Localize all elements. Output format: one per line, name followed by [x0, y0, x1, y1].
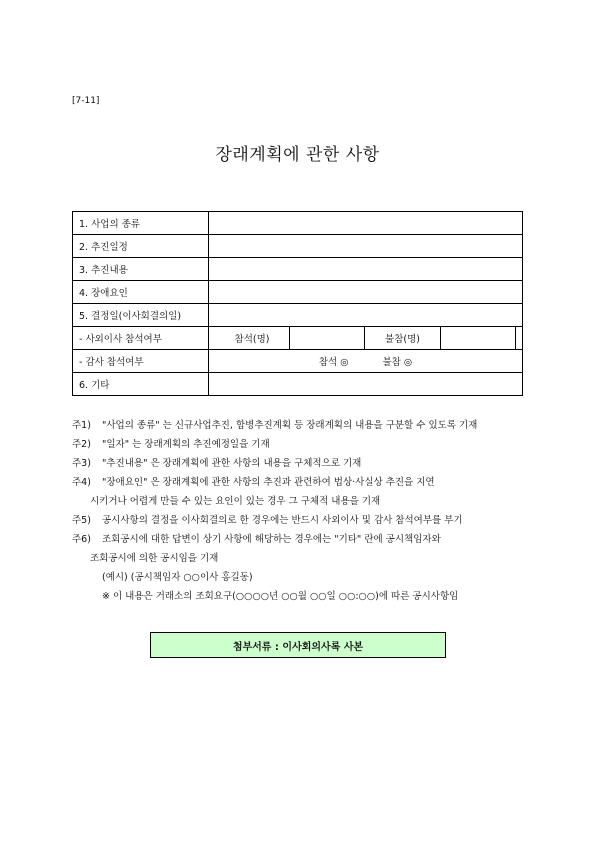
absent-count-label: 불참(명): [365, 327, 441, 349]
row-label-decision-date: 5. 결정일(이사회결의일): [73, 304, 209, 327]
auditor-attend-option[interactable]: 참석 ◎: [318, 357, 349, 368]
row-label-outside-director: - 사외이사 참석여부: [73, 327, 209, 350]
footnote-5: [72, 511, 532, 530]
footnote-4: [72, 473, 532, 492]
footnote-number: 주6): [72, 534, 91, 545]
footnote-1: [72, 416, 532, 435]
row-label-other: 6. 기타: [73, 373, 209, 396]
footnote-text: 조회공시에 대한 답변이 상기 사항에 해당하는 경우에는 "기타" 란에 공시책임자와: [102, 534, 441, 545]
table-row: [73, 373, 523, 396]
value-cell-schedule[interactable]: [209, 235, 523, 258]
disclosure-form-table: [72, 211, 523, 396]
footnote-text: "사업의 종류" 는 신규사업추진, 합병추진계획 등 장래계획의 내용을 구분할 수 있도록 기재: [102, 420, 478, 431]
table-row: [73, 281, 523, 304]
value-cell-obstacles[interactable]: [209, 281, 523, 304]
value-cell-other[interactable]: [209, 373, 523, 396]
footnotes: [72, 416, 532, 606]
footnote-number: 주1): [72, 420, 91, 431]
value-cell-decision-date[interactable]: [209, 304, 523, 327]
footnote-text: "장애요인" 은 장래계획에 관한 사항의 추진과 관련하여 법상·사실상 추진을 지연: [102, 477, 435, 488]
row-label-auditor: - 감사 참석여부: [73, 350, 209, 373]
footnote-3: [72, 454, 532, 473]
footnote-6: [72, 530, 532, 549]
attachment-box: 첨부서류 : 이사회의사록 사본: [150, 632, 446, 658]
footnote-text: "일자" 는 장래계획의 추진예정일을 기재: [102, 439, 270, 450]
absent-count-value[interactable]: [441, 327, 516, 349]
row-label-business-type: 1. 사업의 종류: [73, 212, 209, 235]
table-row: [73, 327, 523, 350]
table-row: [73, 304, 523, 327]
footnote-continuation: 조회공시에 의한 공시임을 기재: [90, 553, 219, 564]
footnote-text: "추진내용" 은 장래계획에 관한 사항의 내용을 구체적으로 기재: [102, 458, 362, 469]
outside-director-cell: [209, 327, 523, 350]
footnote-number: 주2): [72, 439, 91, 450]
table-row: [73, 235, 523, 258]
value-cell-content[interactable]: [209, 258, 523, 281]
table-row: [73, 258, 523, 281]
row-label-obstacles: 4. 장애요인: [73, 281, 209, 304]
attend-count-value[interactable]: [290, 327, 365, 349]
form-reference-number: [7-11]: [72, 96, 100, 106]
footnote-number: 주5): [72, 515, 91, 526]
footnote-number: 주4): [72, 477, 91, 488]
attend-count-label: 참석(명): [215, 327, 290, 349]
footnote-example: (예시) (공시책임자 ○○이사 홍길동): [102, 572, 253, 583]
footnote-remark: ※ 이 내용은 거래소의 조회요구(○○○○년 ○○월 ○○일 ○○:○○)에 따른 공시사항임: [102, 591, 459, 602]
table-row: [73, 212, 523, 235]
footnote-2: [72, 435, 532, 454]
footnote-number: 주3): [72, 458, 91, 469]
footnote-continuation: 시키거나 어렵게 만들 수 있는 요인이 있는 경우 그 구체적 내용을 기재: [90, 496, 381, 507]
row-label-content: 3. 추진내용: [73, 258, 209, 281]
value-cell-business-type[interactable]: [209, 212, 523, 235]
table-row: [73, 350, 523, 373]
auditor-attendance-cell: [209, 350, 523, 373]
row-label-schedule: 2. 추진일정: [73, 235, 209, 258]
auditor-absent-option[interactable]: 불참 ◎: [382, 357, 413, 368]
footnote-text: 공시사항의 결정을 이사회결의로 한 경우에는 반드시 사외이사 및 감사 참석여부를 부기: [102, 515, 463, 526]
page-title: 장래계획에 관한 사항: [215, 145, 380, 165]
